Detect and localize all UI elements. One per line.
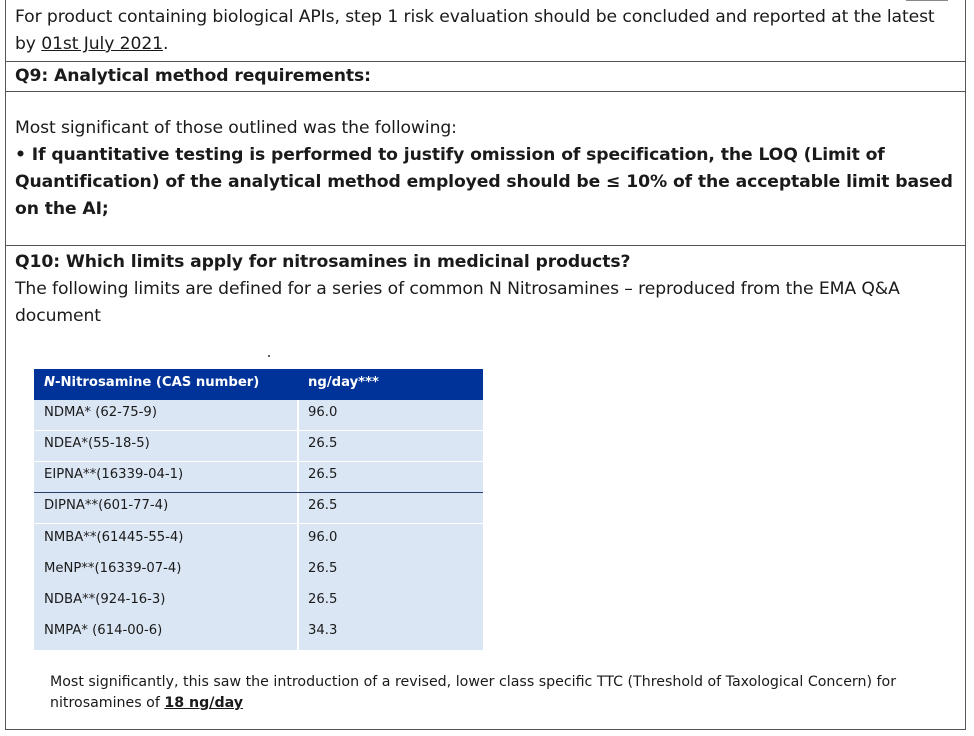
ttc-limit-highlight: 18 ng/day <box>164 695 244 711</box>
limit-value: 26.5 <box>308 436 338 451</box>
nitrosamine-name: DIPNA**(601-77-4) <box>44 498 169 513</box>
nitrosamine-name: NMPA* (614-00-6) <box>44 623 163 638</box>
header-col1-text: -Nitrosamine (CAS number) <box>55 375 260 390</box>
biological-apis-text <box>15 4 955 58</box>
header-nitrosamine <box>44 375 259 390</box>
table-row <box>34 618 483 649</box>
q9-bullet: • If quantitative testing is performed to justify omission of specification, the LOQ (Limit of Quantification) of the analytical method employed should be ≤ 10% of the acceptable limit based on the AI; <box>15 145 953 219</box>
header-ng-day: ng/day*** <box>308 375 379 390</box>
q10-heading: Q10: Which limits apply for nitrosamines in medicinal products? <box>15 252 631 272</box>
table-header <box>34 369 483 400</box>
nitrosamine-name: NDBA**(924-16-3) <box>44 592 166 607</box>
nitrosamine-name: NMBA**(61445-55-4) <box>44 530 184 545</box>
table-row <box>34 462 483 493</box>
table-row <box>34 493 483 524</box>
ttc-note-text: Most significantly, this saw the introduction of a revised, lower class specific TTC (Threshold of Taxological Concern) for nitrosamines of <box>50 674 897 711</box>
stray-dot <box>268 355 270 357</box>
nitrosamine-limits-table <box>34 369 483 650</box>
nitrosamine-name: NDEA*(55-18-5) <box>44 436 150 451</box>
table-row <box>34 556 483 587</box>
table-row <box>34 431 483 462</box>
limit-value: 26.5 <box>308 467 338 482</box>
table-row <box>34 587 483 618</box>
limit-value: 96.0 <box>308 530 338 545</box>
limit-value: 26.5 <box>308 498 338 513</box>
ttc-note <box>50 672 934 714</box>
limit-value: 26.5 <box>308 561 338 576</box>
limit-value: 34.3 <box>308 623 338 638</box>
row-q9-heading <box>6 62 965 92</box>
table-row <box>34 400 483 431</box>
biological-apis-sentence: For product containing biological APIs, step 1 risk evaluation should be concluded and reported at the latest by <box>15 7 935 54</box>
nitrosamine-name: NDMA* (62-75-9) <box>44 405 157 420</box>
q9-intro: Most significant of those outlined was the following: <box>15 118 457 138</box>
row-q9-content <box>6 92 965 246</box>
deadline-date: 01st July 2021 <box>41 34 163 54</box>
header-n-italic: N <box>44 375 56 390</box>
row-biological-apis <box>6 0 965 62</box>
limit-value: 96.0 <box>308 405 338 420</box>
q9-heading: Q9: Analytical method requirements: <box>15 66 371 86</box>
q10-body: The following limits are defined for a series of common N Nitrosamines – reproduced from the EMA Q&A document <box>15 279 900 326</box>
nitrosamine-name: EIPNA**(16339-04-1) <box>44 467 184 482</box>
nitrosamine-name: MeNP**(16339-07-4) <box>44 561 182 576</box>
sentence-end: . <box>163 34 169 54</box>
limit-value: 26.5 <box>308 592 338 607</box>
table-row <box>34 525 483 556</box>
